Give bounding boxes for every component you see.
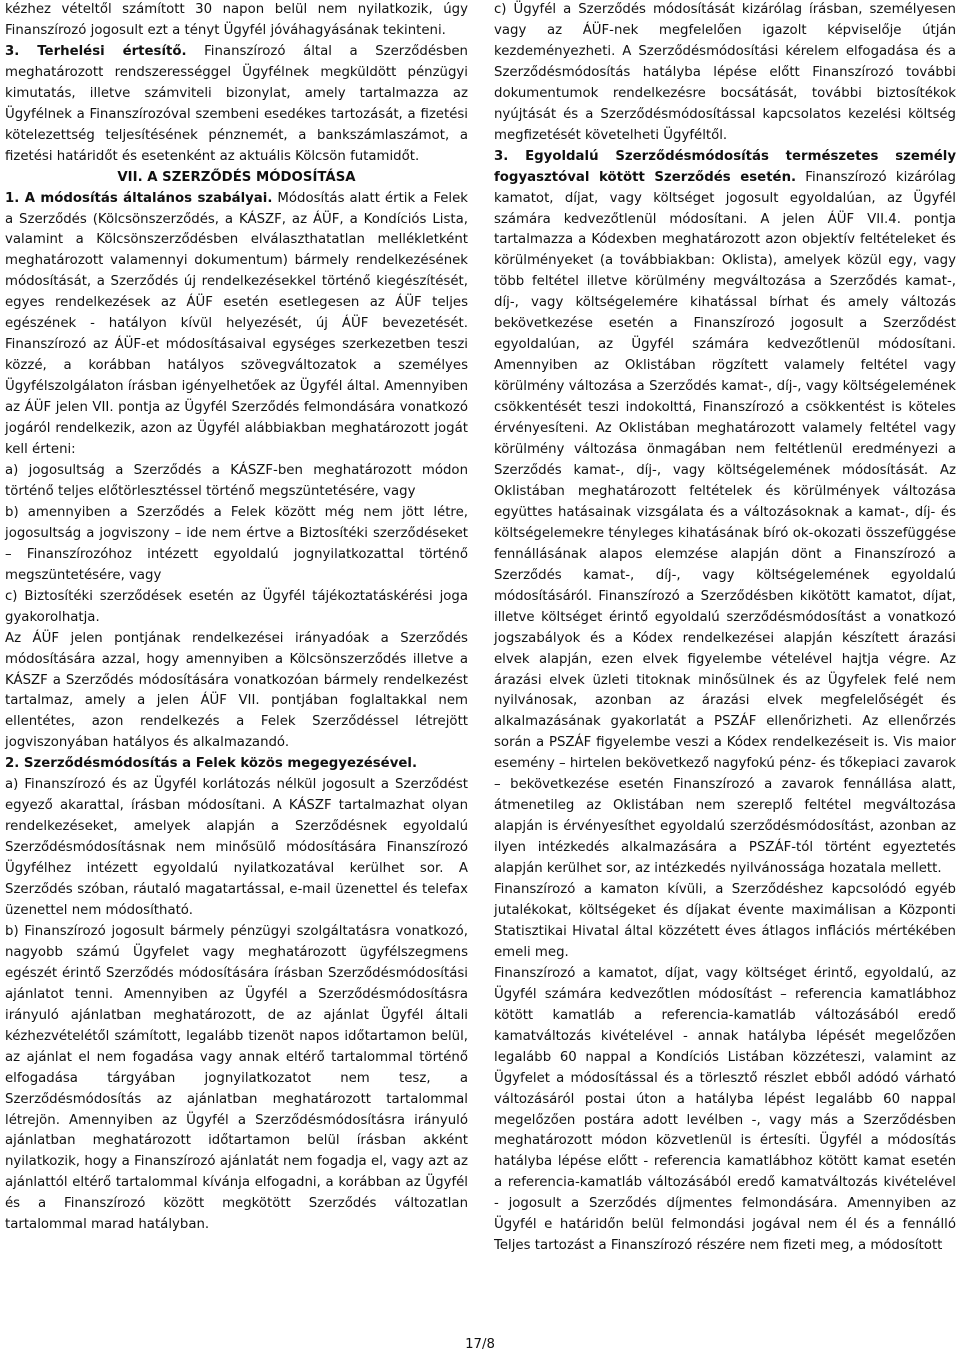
section-3-text: Finanszírozó által a Szerződésben meghatározott rendszerességgel Ügyfélnek megküldött pénzügyi kimutatás, illetve számviteli bizonylat, amely tartalmazza az Ügyfélnek a Finanszírozóval szembeni esedékes tartozását, a fizetési kötelezettség teljesítésének pénznemét, a bankszámlaszámot, a fizetési határidőt és esetenként az aktuális Kölcsön futamidőt. [5,43,468,164]
section-3-right-text: Finanszírozó kizárólag kamatot, díjat, vagy költséget jogosult egyoldalúan, az Ügyfél számára kedvezőtlenül módosítani. A jelen ÁÜF VII.4. pontja tartalmazza a Kódexben meghatározott azon objektív feltételeket és körülményeket (a továbbiakban: Oklista), amelyek közül egy, vagy több feltétel illetve körülmény megváltozása a Szerződés kamat-, díj-, vagy költségelemére kihatással bírhat és amely változás bekövetkezése esetén a Finanszírozó jogosult a Szerződést egyoldalúan, az Ügyfél számára kedvezőtlenül módosítani. Amennyiben az Oklistában rögzített valamely feltétel vagy körülmény változása a Szerződés kamat-, díj-, vagy költségelemének csökkentését teszi indokolttá, Finanszírozó a csökkentést is köteles érvényesíteni. Az Oklistában meghatározott valamely feltétel vagy körülmény változása önmagában nem feltétlenül eredményezi a Szerződés kamat-, díj-, vagy költségelemének módosítását. Az Oklistában meghatározott feltételek és körülmények változása együttes hatásainak vizsgálata és a változásoknak a kamat-, díj- és költségelemekre tényleges kihatásának bíró ok-okozati összefüggése fennállásának alapos elemzése alapján dönt a Finanszírozó a Szerződés kamat-, díj-, vagy költségelemének egyoldalú módosításáról. Finanszírozó a Szerződésben kikötött kamatot, díjat, illetve költséget érintő egyoldalú szerződésmódosítást a vonatkozó jogszabályok és a Kódex rendelkezései alapján készített árazási elvek alapján, ezen elvek figyelembe vételével hajtja végre. Az árazási elvek üzleti titoknak minősülnek és az Ügyfelek felé nem nyilvánosak, azonban az árazási elvek megfelelőségét és alkalmazásának gyakorlatát a PSZÁF ellenőrizheti. Az ellenőrzés során a PSZÁF figyelembe veszi a Kódex rendelkezéseit is. Vis maior esemény – hirtelen bekövetkező nagyfokú pénz- és tőkepiaci zavarok – bekövetkezése esetén Finanszírozó a zavarok fennállása alatt, átmenetileg az Oklistában nem szereplő feltétel megváltozása alapján is érvényesíthet egyoldalú szerződésmódosítást, azonban az ilyen intézkedés alkalmazására a PSZÁF-tól történt egyeztetés alapján kerülhet sor, az intézkedés nyilvánossága hozatala mellett. [494,169,956,877]
list-item-b: b) amennyiben a Szerződés a Felek között még nem jött létre, jogosultság a jogviszony – ide nem értve a Biztosítéki szerződéseket – Finanszírozóhoz intézett egyoldalú jognyilatkozattal történő megszüntetésére, vagy [5,504,468,583]
section-2-item-c: c) Ügyfél a Szerződés módosítását kizárólag írásban, személyesen vagy az ÁÜF-nek megfelelően igazolt képviselője útján kezdeményezheti. A Szerződésmódosítási kérelem elfogadása és a Szerződésmódosítás hatályba lépése előtt Finanszírozó további dokumentumok rendelkezésre bocsátását, további biztosítékok nyújtását és a Szerződésmódosítással kapcsolatos kezelési költség megfizetését követelheti Ügyféltől. [494,2,956,143]
page-number: 17/8 [465,1337,495,1352]
section-2-item-a: a) Finanszírozó és az Ügyfél korlátozás nélkül jogosult a Szerződést egyező akarattal, írásban módosítani. A KÁSZF tartalmazhat olyan rendelkezéseket, amelyek alapján a Szerződésnek egyoldalú Szerződésmódosításnak nem minősülő módosítására Finanszírozó Ügyfélhez intézett egyoldalú nyilatkozatával kerülhet sor. A Szerződés szóban, ráutaló magatartással, e-mail üzenettel és telefax üzenettel nem módosítható. [5,777,468,918]
section-3-right-paragraph [494,147,956,880]
section-2-item-b: b) Finanszírozó jogosult bármely pénzügyi szolgáltatásra vonatkozó, nagyobb számú Ügyfelet vagy meghatározott ügyfélszegmens egészét érintő Szerződés módosítására írásban Szerződésmódosítási ajánlatot tenni. Amennyiben az Ügyfél a Szerződésmódosításra irányuló ajánlatban meghatározott, de az ajánlat Ügyfél általi kézhezvételétől számított, legalább tizenöt napos időtartamon belül, az ajánlat el nem fogadása vagy annak eltérő tartalommal történő elfogadása tárgyában jognyilatkozatot nem tesz, a Szerződésmódosítás az ajánlatban meghatározott tartalommal létrejön. Amennyiben az Ügyfél a Szerződésmódosításra irányuló ajánlatban meghatározott időtartamon belül írásban akként nyilatkozik, hogy a Finanszírozó ajánlatát nem fogadja el, vagy azt az ajánlattól eltérő tartalommal kívánja elfogadni, a korábban az Ügyfél és a Finanszírozó között megkötött Szerződés változatlan tartalommal marad hatályban. [5,923,468,1233]
section-1-paragraph [5,189,468,461]
intro-paragraph: kézhez vételtől számított 30 napon belül nem nyilatkozik, úgy Finanszírozó jogosult ezt a tényt Ügyfél jóváhagyásának tekinteni. [5,2,468,38]
right-column [494,0,956,1257]
inflation-paragraph: Finanszírozó a kamaton kívüli, a Szerződéshez kapcsolódó egyéb jutalékokat, költségeket és díjakat évente maximálisan a Központi Statisztikai Hivatal által közzétett éves átlagos inflációs mértékében emeli meg. [494,882,956,960]
section-3-right-heading: 3. Egyoldalú Szerződésmódosítás természetes személy fogyasztóval kötött Szerződés esetén. [494,148,956,185]
section-1-heading: 1. A módosítás általános szabályai. [5,190,273,206]
notification-paragraph: Finanszírozó a kamatot, díjat, vagy költséget érintő, egyoldalú, az Ügyfél számára kedvezőtlen módosítást – referencia kamatlábhoz kötött kamatláb a referencia-kamatláb változásából eredő kamatváltozás kivételével - annak hatályba lépését megelőzően legalább 60 nappal a Kondíciós Listában közzéteszi, valamint az Ügyfelet a módosítással és a törlesztő részlet ebből adódó várható változásáról postai úton a hatályba lépést legalább 60 nappal megelőzően postára adott levélben -, vagy más a Szerződésben meghatározott módon közvetlenül is értesíti. Ügyfél a módosítás hatályba lépése előtt - referencia kamatlábhoz kötött kamat esetén a referencia-kamatláb változásából eredő kamatváltozás kivételével - jogosult a Szerződés díjmentes felmondására. Amennyiben az Ügyfél e határidőn belül felmondási jogával nem él és a fennálló Teljes tartozást a Finanszírozó részére nem fizeti meg, a módosított [494,965,956,1254]
section-1-text: Módosítás alatt értik a Felek a Szerződés (Kölcsönszerződés, a KÁSZF, az ÁÜF, a Kondíciós Lista, valamint a Kölcsönszerződésben elválaszthatatlan mellékletként meghatározott valamennyi dokumentum) bármely rendelkezésének módosítását, a Szerződés új rendelkezésekkel történő kiegészítését, egyes rendelkezések az ÁÜF esetén esetlegesen az ÁÜF teljes egészének - hatályon kívül helyezését, új ÁÜF bevezetését. Finanszírozó az ÁÜF-et módosításaival egységes szerkezetben teszi közzé, a korábban hatályos szövegváltozatok a személyes Ügyfélszolgálaton írásban igényelhetőek az Ügyfél által. Amennyiben az ÁÜF jelen VII. pontja az Ügyfél Szerződés felmondására vonatkozó jogáról rendelkezik, azon az Ügyfél alábbiakban meghatározott jogát kell érteni: [5,190,468,458]
section-3-heading: 3. Terhelési értesítő. [5,43,187,59]
list-item-c: c) Biztosítéki szerződések esetén az Ügyfél tájékoztatáskérési joga gyakorolhatja. [5,588,468,625]
section-2-heading: 2. Szerződésmódosítás a Felek közös megegyezésével. [5,756,417,772]
chapter-title: VII. A SZERZŐDÉS MÓDOSÍTÁSA [117,169,356,185]
scope-paragraph: Az ÁÜF jelen pontjának rendelkezései irányadóak a Szerződés módosítására azzal, hogy amennyiben a Kölcsönszerződés illetve a KÁSZF a Szerződés módosítására vonatkozóan bármely rendelkezést tartalmaz, amely a jelen ÁÜF VII. pontjában foglaltakkal nem ellentétes, azon rendelkezés a Felek Szerződéssel létrejött jogviszonyában hatályos és alkalmazandó. [5,630,468,751]
list-item-a: a) jogosultság a Szerződés a KÁSZF-ben meghatározott módon történő teljes előtörlesztéssel történő megszüntetésére, vagy [5,462,468,499]
section-3-paragraph [5,42,468,168]
left-column [5,0,468,1236]
